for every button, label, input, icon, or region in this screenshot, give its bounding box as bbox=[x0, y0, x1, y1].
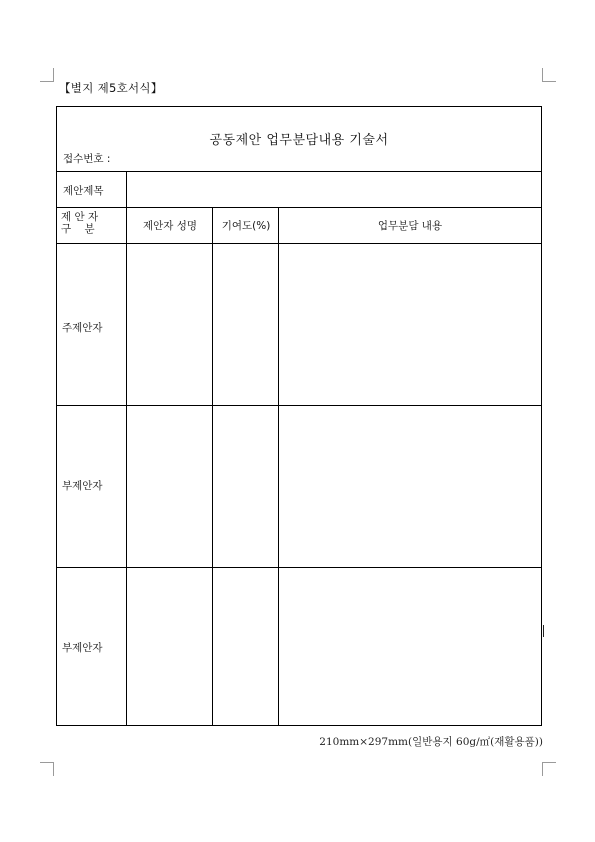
contribution-field[interactable] bbox=[213, 406, 279, 568]
form-number-label: 【별지 제5호서식】 bbox=[59, 81, 163, 95]
work-content-field[interactable] bbox=[279, 568, 541, 727]
proposal-title-row bbox=[57, 171, 541, 208]
proposer-category: 부제안자 bbox=[62, 480, 103, 492]
proposer-name-field[interactable] bbox=[127, 406, 213, 568]
proposer-category: 주제안자 bbox=[62, 322, 103, 334]
work-content-field[interactable] bbox=[279, 244, 541, 406]
proposer-name-header: 제안자 성명 bbox=[142, 220, 198, 232]
proposer-row bbox=[57, 405, 541, 568]
paper-spec-footer: 210mm×297mm(일반용지 60g/㎡(재활용품)) bbox=[319, 736, 543, 748]
text-cursor bbox=[543, 625, 544, 637]
category-header bbox=[61, 211, 121, 235]
proposal-title-field[interactable] bbox=[127, 172, 541, 208]
work-content-field[interactable] bbox=[279, 406, 541, 568]
receipt-number-label: 접수번호 : bbox=[63, 153, 111, 165]
proposal-form-table bbox=[56, 106, 542, 726]
proposal-title-label: 제안제목 bbox=[63, 185, 104, 197]
column-divider bbox=[278, 207, 279, 725]
column-divider bbox=[126, 207, 127, 725]
category-header-line1: 제 안 자 bbox=[61, 211, 99, 223]
contribution-field[interactable] bbox=[213, 244, 279, 406]
proposer-category: 부제안자 bbox=[62, 642, 103, 654]
form-title: 공동제안 업무분담내용 기술서 bbox=[209, 133, 389, 148]
category-header-line2: 구 분 bbox=[61, 223, 95, 235]
proposer-name-field[interactable] bbox=[127, 568, 213, 727]
column-divider bbox=[212, 207, 213, 725]
contribution-field[interactable] bbox=[213, 568, 279, 727]
proposer-row bbox=[57, 567, 541, 727]
contribution-header: 기여도(%) bbox=[221, 220, 271, 232]
column-header-row bbox=[57, 207, 541, 244]
proposer-name-field[interactable] bbox=[127, 244, 213, 406]
work-content-header: 업무분담 내용 bbox=[377, 220, 443, 232]
title-cell bbox=[57, 107, 541, 171]
proposer-row bbox=[57, 243, 541, 406]
